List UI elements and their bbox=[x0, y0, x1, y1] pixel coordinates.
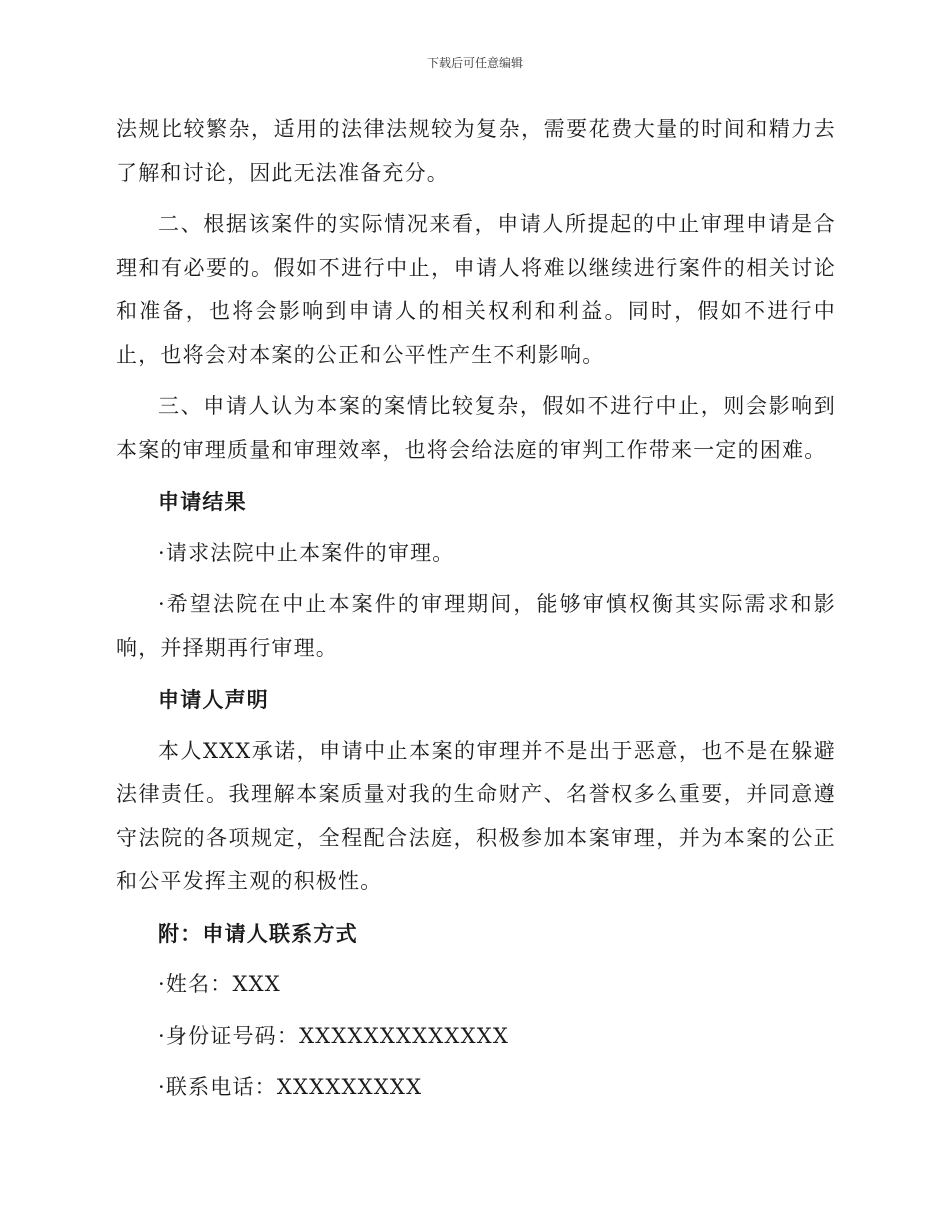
contact-id-number: ·身份证号码：XXXXXXXXXXXXX bbox=[158, 1023, 510, 1048]
page-header: 下载后可任意编辑 bbox=[426, 56, 523, 70]
contact-name: ·姓名：XXX bbox=[158, 972, 281, 996]
contact-phone: ·联系电话：XXXXXXXXX bbox=[158, 1075, 423, 1099]
document-body bbox=[116, 108, 836, 1110]
paragraph-point-two: 二、根据该案件的实际情况来看，申请人所提起的中止审理申请是合理和有必要的。假如不进行中止，申请人将难以继续进行案件的相关讨论和准备，也将会影响到申请人的相关权利和利益。同时，假如不进行中止，也将会对本案的公正和公平性产生不利影响。 bbox=[116, 212, 836, 367]
heading-application-result: 申请结果 bbox=[158, 489, 247, 514]
statement-text: 本人XXX承诺，申请中止本案的审理并不是出于恶意，也不是在躲避法律责任。我理解本案质量对我的生命财产、名誉权多么重要，并同意遵守法院的各项规定，全程配合法庭，积极参加本案审理，并为本案的公正和公平发挥主观的积极性。 bbox=[116, 738, 836, 893]
heading-applicant-statement: 申请人声明 bbox=[158, 687, 269, 712]
result-item: ·请求法院中止本案件的审理。 bbox=[158, 540, 455, 565]
heading-contact-info: 附：申请人联系方式 bbox=[158, 920, 358, 946]
paragraph-continuation: 法规比较繁杂，适用的法律法规较为复杂，需要花费大量的时间和精力去了解和讨论，因此无法准备充分。 bbox=[116, 117, 836, 185]
paragraph-point-three: 三、申请人认为本案的案情比较复杂，假如不进行中止，则会影响到本案的审理质量和审理效率，也将会给法庭的审判工作带来一定的困难。 bbox=[116, 394, 836, 462]
result-item: ·希望法院在中止本案件的审理期间，能够审慎权衡其实际需求和影响，并择期再行审理。 bbox=[116, 592, 836, 660]
